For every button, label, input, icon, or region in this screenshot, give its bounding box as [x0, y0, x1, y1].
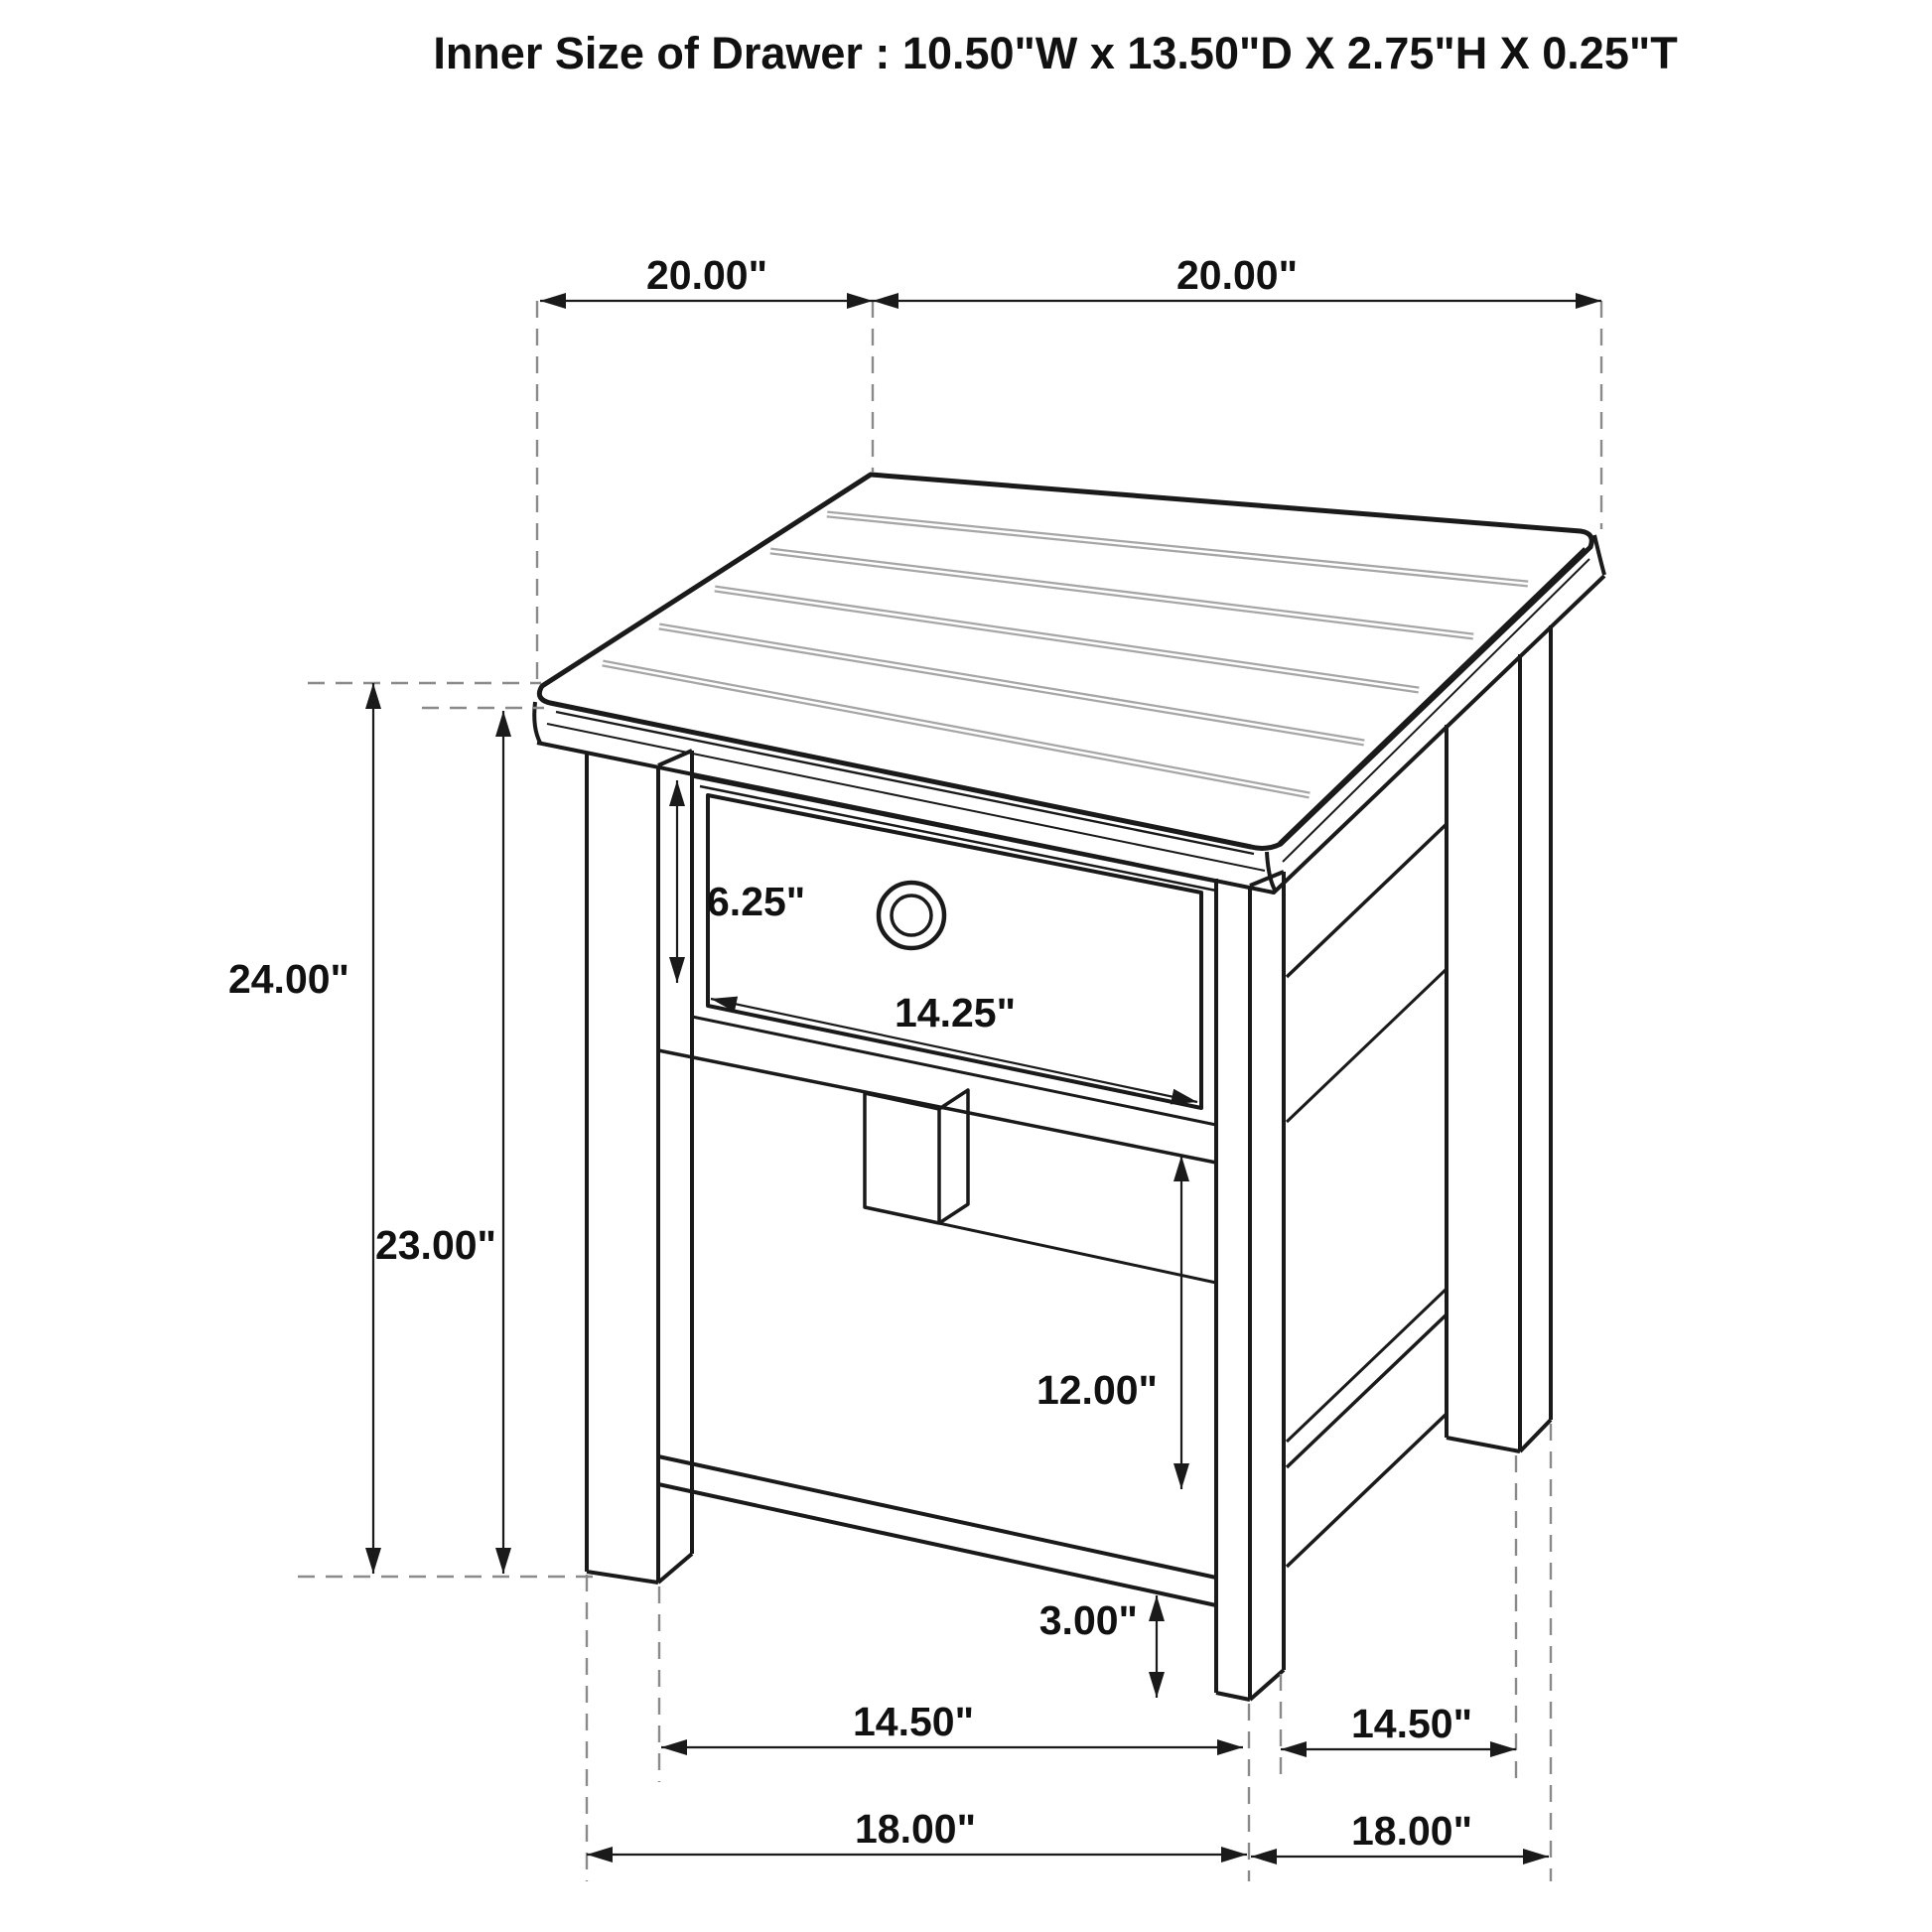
dimension-annotations: [228, 252, 1601, 1864]
dim-label-compartment-height: 12.00": [1035, 1367, 1158, 1413]
dim-arrowhead-end: [1523, 1849, 1549, 1864]
dim-drawer-width: [711, 990, 1197, 1104]
dim-arrowhead-end: [669, 957, 685, 983]
plank-line-highlight-2: [770, 551, 1473, 636]
dim-label-top-width-right: 20.00": [1175, 252, 1299, 298]
dim-arrowhead-start: [540, 293, 566, 309]
dim-arrowhead-end: [1576, 293, 1601, 309]
dim-label-drawer-width: 14.25": [894, 990, 1017, 1035]
dim-label-drawer-height: 6.25": [707, 879, 806, 924]
dim-arrowhead-end: [1171, 1089, 1197, 1105]
shelf-front-top: [658, 1456, 1216, 1578]
open-compartment: [658, 1090, 1216, 1605]
plank-line-highlight-3: [715, 589, 1419, 690]
right-shelf-sliver: [1287, 1289, 1447, 1442]
dim-arrowhead-start: [495, 711, 511, 737]
tabletop-corner-right: [1594, 535, 1604, 575]
dim-label-under-top-height: 23.00": [374, 1222, 496, 1268]
right-apron-bottom: [1287, 824, 1447, 977]
dim-arrowhead-end: [1149, 1672, 1165, 1698]
right-shelf-rail-bottom: [1287, 1414, 1447, 1567]
plank-line-highlight-5: [603, 663, 1310, 795]
page-title: Inner Size of Drawer : 10.50"W x 13.50"D X 2.75"H X 0.25"T: [433, 28, 1678, 78]
dim-arrowhead-end: [1490, 1741, 1516, 1757]
dim-top-width-left: [540, 252, 873, 309]
drawer-opening-top-inner: [700, 786, 1216, 891]
dim-arrowhead-start: [365, 683, 381, 709]
dim-label-side-inner-depth: 14.50": [1350, 1701, 1473, 1746]
tabletop-corner-front: [1267, 852, 1276, 892]
right-side-face: [1287, 824, 1447, 1567]
plank-line-highlight-4: [659, 626, 1364, 743]
dim-arrowhead-end: [847, 293, 873, 309]
dim-label-foot-height: 3.00": [1038, 1597, 1138, 1643]
dim-arrowhead-end: [495, 1548, 511, 1574]
dim-arrowhead-start: [661, 1739, 687, 1755]
dim-label-front-outer-width: 18.00": [854, 1806, 977, 1852]
drawer-assembly: [658, 776, 1216, 1163]
dim-label-overall-height: 24.00": [227, 956, 349, 1002]
dim-arrowhead-start: [587, 1847, 613, 1863]
dim-side-inner-depth: [1281, 1701, 1516, 1757]
extension-lines: [298, 301, 1601, 1881]
dim-arrowhead-start: [1173, 1156, 1189, 1181]
dim-arrowhead-end: [1173, 1463, 1189, 1489]
dim-overall-height: [228, 683, 381, 1574]
dim-compartment-height: [1036, 1156, 1189, 1489]
dim-arrowhead-start: [1251, 1849, 1277, 1864]
dim-side-outer-depth: [1251, 1808, 1549, 1864]
dim-front-inner-width: [661, 1699, 1243, 1755]
tabletop: [534, 475, 1604, 893]
dim-arrowhead-start: [873, 293, 898, 309]
dim-arrowhead-end: [1217, 1739, 1243, 1755]
legs: [587, 625, 1551, 1700]
drawer-knob-outer: [879, 883, 944, 948]
dim-arrowhead-start: [669, 780, 685, 806]
dim-arrowhead-start: [1281, 1741, 1307, 1757]
back-right-leg: [1447, 625, 1551, 1451]
dim-label-front-inner-width: 14.50": [852, 1699, 975, 1744]
tabletop-outline: [539, 475, 1591, 848]
dim-arrowhead-end: [365, 1548, 381, 1574]
dim-arrowhead-end: [1221, 1847, 1247, 1863]
dim-arrowhead-start: [1149, 1595, 1165, 1621]
front-right-leg: [1216, 872, 1284, 1700]
tabletop-face-lines: [547, 559, 1589, 871]
dim-top-width-right: [873, 252, 1601, 309]
shelf-back-edge: [865, 1207, 1216, 1283]
dim-foot-height: [1039, 1595, 1165, 1698]
shelf-front-bottom: [658, 1484, 1216, 1605]
drawer-knob-inner: [892, 896, 931, 935]
dim-front-outer-width: [587, 1806, 1247, 1863]
right-drawerbox-edge: [1287, 969, 1447, 1122]
dim-label-top-width-left: 20.00": [645, 252, 768, 298]
right-shelf-rail-top: [1287, 1314, 1447, 1467]
dim-label-side-outer-depth: 18.00": [1350, 1808, 1473, 1854]
dim-under-top-height: [375, 711, 511, 1574]
